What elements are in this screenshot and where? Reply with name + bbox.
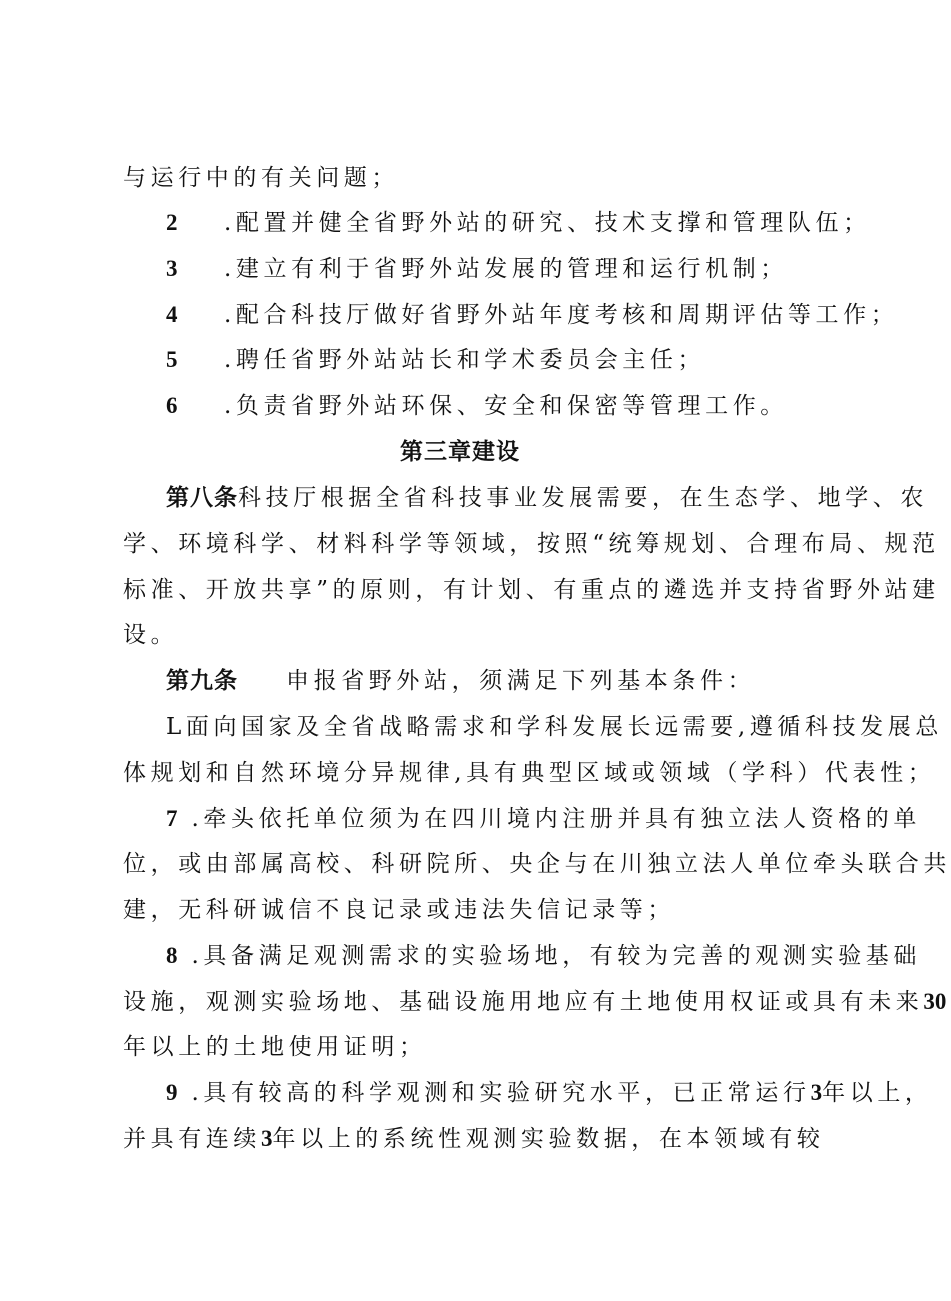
condition-line [123, 987, 946, 1017]
condition-text: 并具有连续 [123, 1126, 261, 1152]
article-8-line [123, 620, 178, 650]
text-line [123, 163, 399, 193]
item-text: .建立有利于省野外站发展的管理和运行机制； [224, 256, 788, 282]
article-8-line [166, 483, 928, 513]
item-text: .配置并健全省野外站的研究、技术支撑和管理队伍； [224, 210, 871, 236]
article-label: 第八条 [166, 485, 238, 511]
item-number: 3 [166, 256, 178, 281]
list-item [166, 391, 788, 421]
article-label: 第九条 [166, 668, 238, 694]
item-number: 6 [166, 393, 178, 418]
number-text: 30 [923, 989, 947, 1014]
condition-line [123, 895, 675, 925]
condition-line [166, 804, 921, 834]
condition-text: 建，无科研诚信不良记录或违法失信记录等； [123, 897, 675, 923]
article-text: 科技厅根据全省科技事业发展需要，在生态学、地学、农 [238, 485, 928, 511]
article-8-line [123, 529, 940, 559]
condition-line [166, 712, 943, 742]
condition-line [166, 1078, 933, 1108]
list-item [166, 300, 898, 330]
list-item [166, 208, 871, 238]
article-8-line [123, 575, 940, 605]
article-text: 申报省野外站，须满足下列基本条件： [286, 668, 756, 694]
condition-text: 位，或由部属高校、科研院所、央企与在川独立法人单位牵头联合共 [123, 851, 951, 877]
continuation-text: 与运行中的有关问题； [123, 165, 399, 191]
item-number: 9 [166, 1080, 178, 1105]
list-item [166, 254, 788, 284]
condition-text: .牵头依托单位须为在四川境内注册并具有独立法人资格的单 [191, 806, 922, 832]
condition-text: 设施，观测实验场地、基础设施用地应有土地使用权证或具有未来 [123, 989, 924, 1015]
item-number: 2 [166, 210, 178, 235]
list-item [166, 345, 705, 375]
condition-line [123, 1032, 427, 1062]
item-number: 7 [166, 806, 178, 831]
condition-text: L面向国家及全省战略需求和学科发展长远需要,遵循科技发展总 [166, 714, 943, 740]
condition-line [123, 1124, 825, 1154]
condition-text: 年以上， [822, 1080, 933, 1106]
condition-line [166, 941, 921, 971]
item-text: .聘任省野外站站长和学术委员会主任； [224, 347, 706, 373]
article-9-line [166, 666, 755, 696]
item-text: .配合科技厅做好省野外站年度考核和周期评估等工作； [224, 302, 899, 328]
article-text: 标准、开放共享”的原则，有计划、有重点的遴选并支持省野外站建 [123, 577, 940, 603]
condition-text: .具备满足观测需求的实验场地，有较为完善的观测实验基础 [191, 943, 922, 969]
article-text: 设。 [123, 622, 179, 648]
condition-line [123, 758, 935, 788]
item-number: 5 [166, 347, 178, 372]
condition-text: 年以上的土地使用证明； [123, 1034, 427, 1060]
condition-text: 年以上的系统性观测实验数据，在本领域有较 [272, 1126, 825, 1152]
item-number: 8 [166, 943, 178, 968]
number-text: 3 [810, 1080, 823, 1105]
condition-text: .具有较高的科学观测和实验研究水平，已正常运行 [191, 1080, 811, 1106]
chapter-heading: 第三章建设 [400, 439, 520, 465]
item-number: 4 [166, 302, 178, 327]
number-text: 3 [261, 1126, 273, 1151]
article-text: 学、环境科学、材料科学等领域，按照“统筹规划、合理布局、规范 [123, 531, 940, 557]
condition-line [123, 849, 951, 879]
condition-text: 体规划和自然环境分异规律,具有典型区域或领域（学科）代表性； [123, 760, 936, 786]
item-text: .负责省野外站环保、安全和保密等管理工作。 [224, 393, 788, 419]
